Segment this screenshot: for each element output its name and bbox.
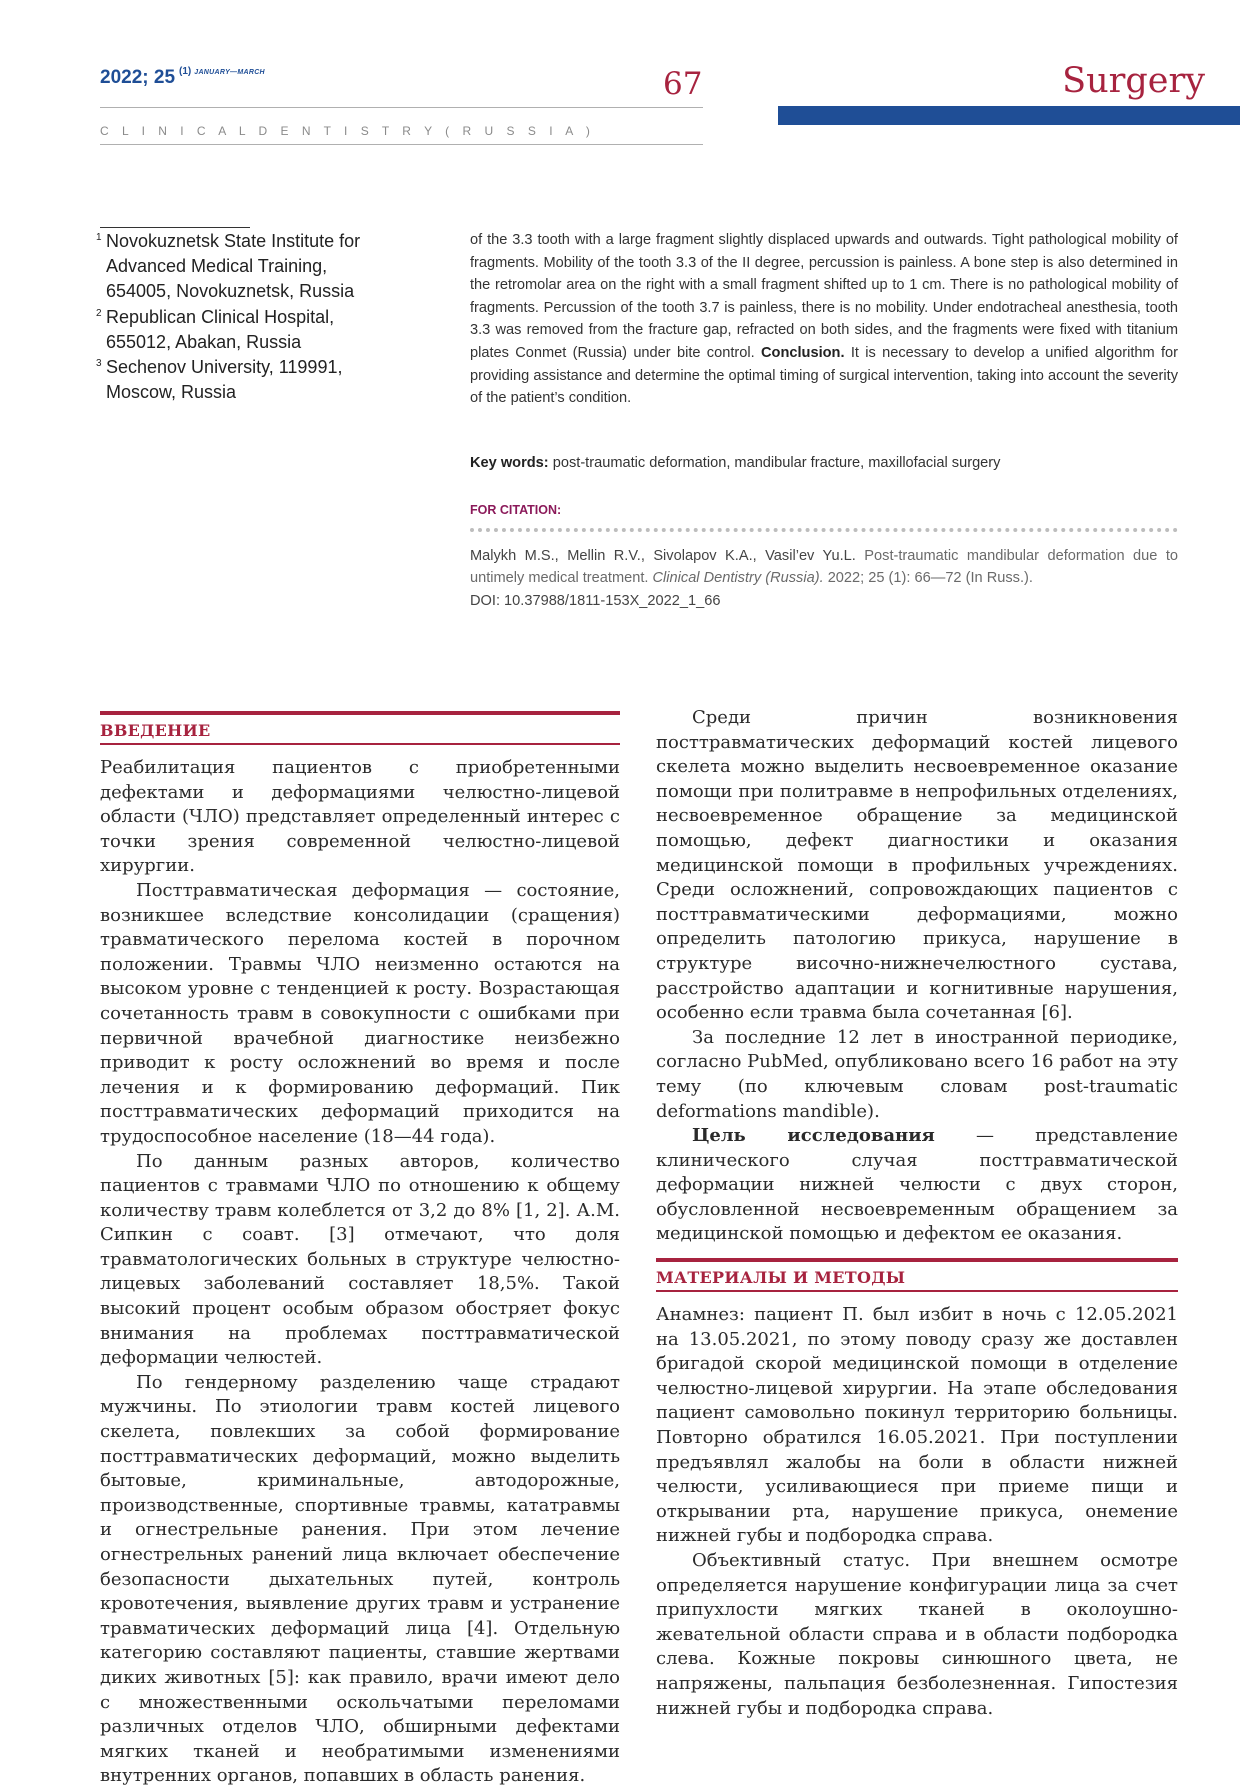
citation-label: FOR CITATION: [470, 503, 562, 517]
conclusion-label: Conclusion. [761, 344, 845, 361]
paragraph: По данным разных авторов, количество пациентов с травмами ЧЛО по отношению к общему количеству травм колеблется от 3,2 до 8% [1, 2]. А.М. Сипкин с соавт. [3] отмечают, что доля травматологических больных в структуре челюстно-лицевых заболеваний составляет 18,5%. Такой высокий процент особым образом обостряет фокус внимания на проблемах посттравматической деформации челюстей. [100, 1150, 620, 1369]
journal-issue [100, 66, 265, 89]
keywords-label: Key words: [470, 455, 549, 471]
methods-heading: МАТЕРИАЛЫ И МЕТОДЫ [656, 1268, 906, 1287]
keywords [470, 455, 1178, 471]
citation-divider [470, 528, 1178, 532]
abstract-text: of the 3.3 tooth with a large fragment slightly displaced upwards and outwards. Tight pathological mobility of fragments. Mobility of the tooth 3.3 of the II degree, percussion is painless. A bone step is also determined in the retromolar area on the right with a small fragment shifted up to 1 cm. There is no pathological mobility of fragments. Percussion of the tooth 3.7 is painless, there is no mobility. Under endotracheal anesthesia, tooth 3.3 was removed from the fracture gap, refracted on both sides, and the fragments were fixed with titanium plates Conmet (Russia) under bite control. [470, 232, 1178, 361]
affiliation-number: 1 [96, 232, 102, 243]
methods-text [656, 1303, 1178, 1721]
affiliation-text: Republican Clinical Hospital, 655012, Abakan, Russia [106, 306, 335, 352]
section-color-bar [778, 106, 1240, 125]
aim-text: — представление клинического случая посттравматической деформации нижней челюсти с двух сторон, обусловленной несвоевременным обращением за медицинской помощью и дефектом ее оказания. [656, 1125, 1178, 1245]
year-issue: 2022; 25 [100, 67, 176, 88]
issue-months: JANUARY—MARCH [194, 69, 265, 76]
journal-name: C L I N I C A L D E N T I S T R Y ( R U S S I A ) [100, 124, 595, 138]
header-divider [100, 107, 703, 108]
citation-details: 2022; 25 (1): 66—72 (In Russ.). [827, 570, 1033, 587]
affiliation-item [94, 355, 394, 405]
paragraph: Среди причин возникновения посттравматических деформаций костей лицевого скелета можно выделить несвоевременное оказание помощи при политравме в непрофильных отделениях, несвоевременное обращение за медицинской помощью, дефект диагностики и оказания медицинской помощи в профильных учреждениях. Среди осложнений, сопровождающих пациентов с посттравматическими деформациями, можно определить патологию прикуса, нарушение в структуре височно-нижнечелюстного сустава, расстройство адаптации и когнитивные нарушения, особенно если травма была сочетанная [6]. [656, 707, 1178, 1024]
abstract [470, 229, 1178, 410]
affiliation-number: 3 [96, 358, 102, 370]
aim-label: Цель исследования [692, 1125, 935, 1147]
page-number: 67 [663, 66, 703, 102]
intro-text [100, 756, 620, 1789]
affiliations [94, 229, 394, 405]
affiliation-text: Sechenov University, 119991, Moscow, Russia [106, 357, 343, 403]
paragraph: Объективный статус. При внешнем осмотре определяется нарушение конфигурации лица за счет припухлости мягких тканей в околоушно-жевательной области справа и в области подбородка слева. Кожные покровы синюшного цвета, не напряжены, пальпация безболезненная. Гипостезия нижней губы и подбородка справа. [656, 1549, 1178, 1719]
affiliation-item [94, 229, 394, 305]
methods-heading-underline [656, 1290, 1178, 1292]
header-divider-bottom [100, 144, 703, 145]
conclusion-text: It is necessary to develop a unified algorithm for providing assistance and determine the optimal timing of surgical intervention, taking into account the severity of the patient’s condition. [470, 344, 1178, 407]
affiliations-rule [100, 227, 250, 228]
citation [470, 545, 1178, 612]
citation-title: Post-traumatic mandibular deformation due to untimely medical treatment. [470, 548, 1178, 587]
affiliation-text: Novokuznetsk State Institute for Advanced Medical Training, 654005, Novokuznetsk, Russia [106, 231, 361, 302]
citation-authors: Malykh M.S., Mellin R.V., Sivolapov K.A., Vasil’ev Yu.L. [470, 548, 856, 564]
citation-doi[interactable]: DOI: 10.37988/1811-153X_2022_1_66 [470, 592, 721, 609]
paragraph: По гендерному разделению чаще страдают мужчины. По этиологии травм костей лицевого скелета, повлекших за собой формирование посттравматических деформаций, можно выделить бытовые, криминальные, автодорожные, производственные, спортивные травмы, кататравмы и огнестрельные ранения. При этом лечение огнестрельных ранений лица включает обеспечение безопасности дыхательных путей, контроль кровотечения, выявление других травм и устранение травматических деформаций лица [4]. Отдельную категорию составляют пациенты, ставшие жертвами диких животных [5]: как правило, врачи имеют дело с множественными оскольчатыми переломами различных отделов ЧЛО, обширными дефектами мягких тканей и необратимыми изменениями внутренних органов, попавших в область ранения. [100, 1371, 620, 1787]
intro-heading-underline [100, 743, 620, 745]
section-title: Surgery [1062, 61, 1205, 101]
right-column-text [656, 706, 1178, 1247]
paragraph: Реабилитация пациентов с приобретенными дефектами и деформациями челюстно-лицевой области (ЧЛО) представляет определенный интерес с точки зрения современной челюстно-лицевой хирургии. [100, 757, 620, 877]
paragraph: Посттравматическая деформация — состояние, возникшее вследствие консолидации (сращения) травматического перелома костей в порочном положении. Травмы ЧЛО неизменно остаются на высоком уровне с тенденцией к росту. Возрастающая сочетанность травм в совокупности с ошибками при первичной врачебной диагностике неизбежно приводит к росту осложнений во время и после лечения и к формированию деформаций. Пик посттравматических деформаций приходится на трудоспособное население (18—44 года). [100, 879, 620, 1147]
affiliation-item [94, 305, 394, 355]
methods-heading-rule [656, 1258, 1178, 1262]
paragraph: Анамнез: пациент П. был избит в ночь с 12.05.2021 на 13.05.2021, по этому поводу сразу же доставлен бригадой скорой медицинской помощи в отделение челюстно-лицевой хирургии. На этапе обследования пациент самовольно покинул территорию больницы. Повторно обратился 16.05.2021. При поступлении предъявлял жалобы на боли в области нижней челюсти, усиливающиеся при приеме пищи и открывании рта, нарушение прикуса, онемение нижней губы и подбородка справа. [656, 1304, 1178, 1547]
intro-heading-rule [100, 711, 620, 715]
aim-paragraph [656, 1124, 1178, 1247]
intro-heading: ВВЕДЕНИЕ [100, 721, 211, 740]
paragraph: За последние 12 лет в иностранной периодике, согласно PubMed, опубликовано всего 16 работ на эту тему (по ключевым словам post-traumatic deformations mandible). [656, 1026, 1178, 1122]
citation-journal: Clinical Dentistry (Russia). [652, 570, 824, 587]
issue-number: (1) [179, 66, 192, 77]
affiliation-number: 2 [96, 307, 102, 319]
keywords-text: post-traumatic deformation, mandibular fracture, maxillofacial surgery [552, 455, 1001, 471]
